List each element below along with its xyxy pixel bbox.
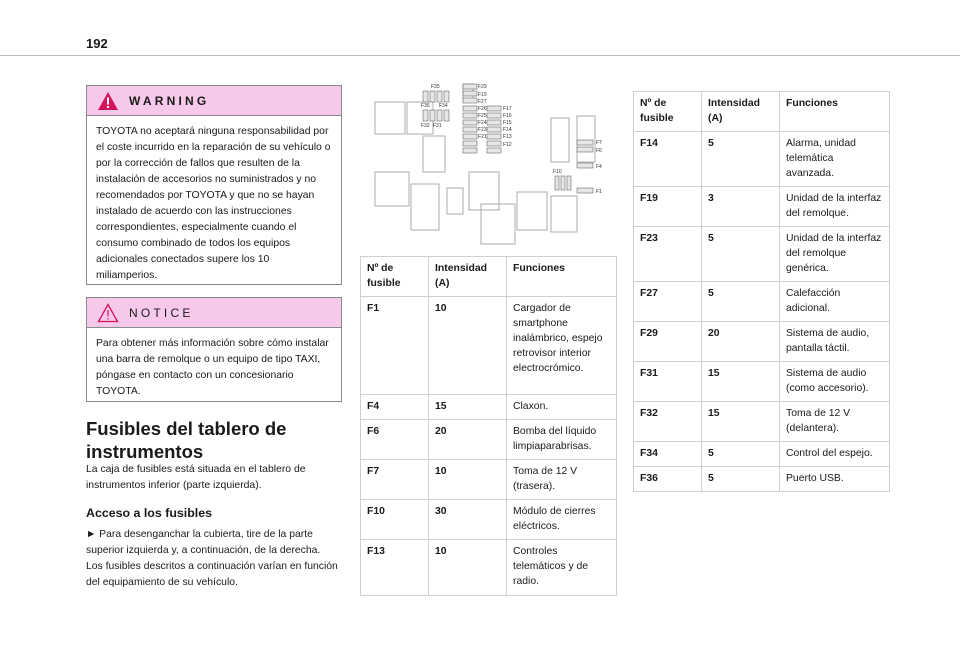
fuse-function: Calefacción adicional. [780,282,890,322]
fuse-function: Puerto USB. [780,467,890,492]
table-row [361,420,617,460]
fuse-number: F27 [634,282,702,322]
label-f10: F10 [553,169,562,175]
fuse-function: Módulo de cierres eléctricos. [507,500,617,540]
fuse-amps: 5 [702,282,780,322]
fuse-number: F10 [361,500,429,540]
fuse-amps: 15 [429,395,507,420]
fuse-number: F6 [361,420,429,460]
table-row [361,297,617,395]
table-row [361,500,617,540]
fuse-amps: 5 [702,227,780,282]
fuse-number: F14 [634,132,702,187]
label-f7: F7 [596,140,602,146]
label-f27: F27 [478,99,487,105]
fuse-amps: 15 [702,362,780,402]
fuse-function: Toma de 12 V (trasera). [507,460,617,500]
access-instructions: ► Para desenganchar la cubierta, tire de la parte superior izquierda y, a continuación, de la derecha. [86,529,321,556]
label-f35: F35 [431,84,440,90]
fuse-function: Bomba del líquido limpiaparabrisas. [507,420,617,460]
section-title: Fusibles del tablero de instrumentos [86,418,287,462]
label-f29: F29 [478,84,487,90]
fuse-function: Unidad de la interfaz del remolque genérica. [780,227,890,282]
notice-box [86,297,342,402]
fuse-number: F13 [361,540,429,596]
table-row [634,467,890,492]
table-row [634,187,890,227]
fuse-function: Control del espejo. [780,442,890,467]
table-row [634,282,890,322]
page-number: 192 [86,36,108,51]
section-intro: La caja de fusibles está situada en el tablero de instrumentos inferior (parte izquierda). [86,464,306,491]
header-divider [0,55,960,56]
fuse-amps: 20 [429,420,507,460]
header-fuse-number: Nº de fusible [634,92,702,132]
table-row [634,227,890,282]
label-f25: F25 [478,113,487,119]
label-f19: F19 [478,92,487,98]
label-f14: F14 [503,127,512,133]
fuse-amps: 5 [702,467,780,492]
label-f4: F4 [596,164,602,170]
fuse-amps: 30 [429,500,507,540]
access-subtitle: Acceso a los fusibles [86,506,213,520]
label-f34: F34 [439,103,448,109]
fuse-function: Sistema de audio (como accesorio). [780,362,890,402]
warning-text: TOYOTA no aceptará ninguna responsabilidad por el coste incurrido en la reparación de su vehículo o por la corrección de fallos que resulten de la instalación de accesorios no suministrados y no recomendados por TOYOTA y que no se hayan instalado de acuerdo con las instrucciones correspondientes, especialmente cuando el consumo combinado de todos los equipos adicionales conectados supere los 10 miliamperios. [96,126,331,281]
notice-title: NOTICE [129,305,194,320]
fuse-amps: 3 [702,187,780,227]
label-f15: F15 [503,120,512,126]
notice-text: Para obtener más información sobre cómo instalar una barra de remolque o un equipo de tipo TAXI, póngase en contacto con un concesionario TOYOTA. [96,338,329,397]
fuse-number: F1 [361,297,429,395]
label-f32: F32 [421,123,430,129]
warning-header [87,86,341,116]
table-row [634,442,890,467]
table-header-row [634,92,890,132]
fuse-number: F32 [634,402,702,442]
label-f31: F31 [433,123,442,129]
fuse-table-right [633,91,890,492]
fuse-amps: 20 [702,322,780,362]
label-f1: F1 [596,189,602,195]
label-f36: F36 [421,103,430,109]
table-row [634,402,890,442]
fuse-function: Controles telemáticos y de radio. [507,540,617,596]
label-f24: F24 [478,120,487,126]
table-header-row [361,257,617,297]
label-f16: F16 [503,113,512,119]
table-row [361,460,617,500]
label-f21: F21 [478,134,487,140]
fuse-table-left [360,256,617,596]
fuse-function: Cargador de smartphone inalámbrico, espejo retrovisor interior electrocrómico. [507,297,617,395]
fuse-number: F29 [634,322,702,362]
table-row [634,132,890,187]
table-row [361,540,617,596]
fuse-number: F31 [634,362,702,402]
header-fuse-number: Nº de fusible [361,257,429,297]
fuse-amps: 10 [429,540,507,596]
label-f6: F6 [596,148,602,154]
fuse-function: Sistema de audio, pantalla táctil. [780,322,890,362]
fuse-number: F34 [634,442,702,467]
header-functions: Funciones [780,92,890,132]
table-row [361,395,617,420]
fuse-number: F36 [634,467,702,492]
label-f13: F13 [503,134,512,140]
warning-title: WARNING [129,93,210,108]
label-f12: F12 [503,142,512,148]
fuse-amps: 10 [429,297,507,395]
header-amps: Intensidad (A) [702,92,780,132]
notice-header [87,298,341,328]
fuse-number: F19 [634,187,702,227]
fuse-number: F23 [634,227,702,282]
warning-box [86,85,342,285]
label-f23: F23 [478,127,487,133]
label-f26: F26 [478,106,487,112]
fuse-variation-note: Los fusibles descritos a continuación varían en función del equipamiento de su vehículo. [86,561,338,588]
table-row [634,322,890,362]
fuse-amps: 5 [702,132,780,187]
warning-triangle-icon [97,91,119,111]
fuse-box-diagram [367,80,617,245]
fuse-function: Alarma, unidad telemática avanzada. [780,132,890,187]
fuse-amps: 15 [702,402,780,442]
notice-triangle-icon [97,303,119,323]
fuse-function: Claxon. [507,395,617,420]
fuse-function: Toma de 12 V (delantera). [780,402,890,442]
fuse-function: Unidad de la interfaz del remolque. [780,187,890,227]
table-row [634,362,890,402]
fuse-number: F4 [361,395,429,420]
fuse-amps: 5 [702,442,780,467]
fuse-number: F7 [361,460,429,500]
header-functions: Funciones [507,257,617,297]
label-f17: F17 [503,106,512,112]
fuse-amps: 10 [429,460,507,500]
header-amps: Intensidad (A) [429,257,507,297]
